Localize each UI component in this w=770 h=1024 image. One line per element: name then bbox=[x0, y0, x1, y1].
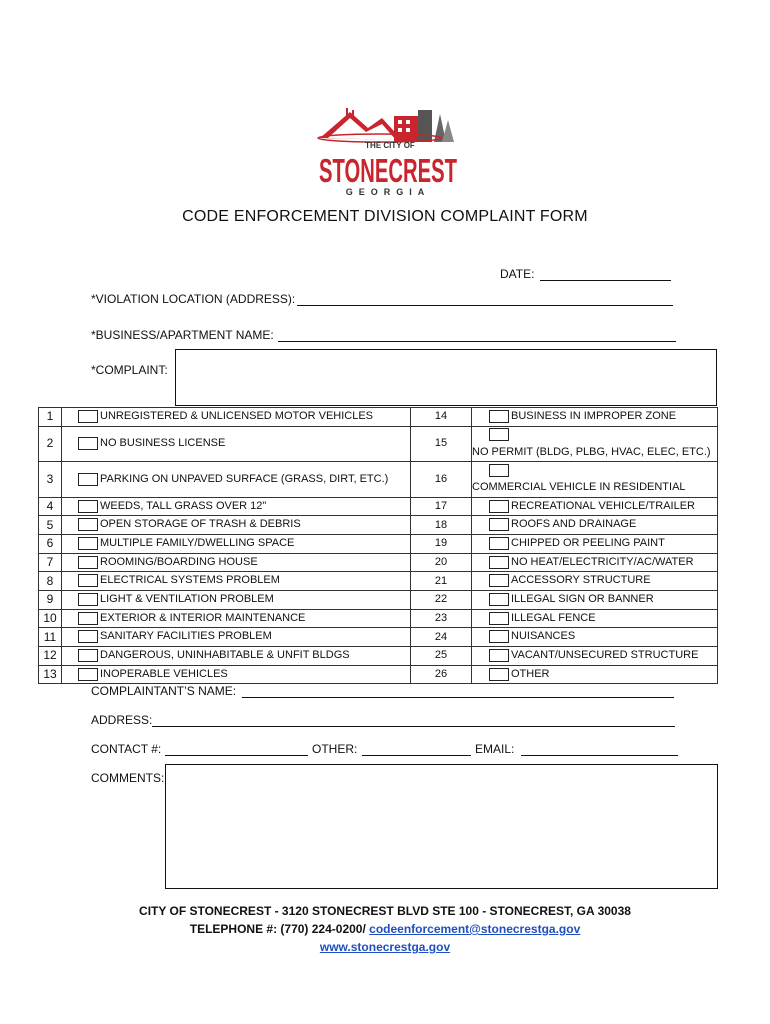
violation-label: ROOMING/BOARDING HOUSE bbox=[100, 555, 258, 568]
row-number: 17 bbox=[411, 497, 472, 516]
violation-label: RECREATIONAL VEHICLE/TRAILER bbox=[511, 499, 695, 512]
violation-checkbox[interactable] bbox=[78, 630, 98, 643]
row-number: 15 bbox=[411, 426, 472, 461]
violation-item bbox=[62, 665, 411, 684]
violation-checkbox[interactable] bbox=[78, 500, 98, 513]
violation-item bbox=[62, 516, 411, 535]
violation-label: COMMERCIAL VEHICLE IN RESIDENTIAL bbox=[472, 481, 686, 494]
row-number: 9 bbox=[39, 590, 62, 609]
address-field[interactable] bbox=[152, 726, 675, 727]
row-number: 19 bbox=[411, 534, 472, 553]
violation-item bbox=[472, 516, 718, 535]
violation-item bbox=[62, 553, 411, 572]
footer-website bbox=[0, 940, 770, 954]
violation-label: MULTIPLE FAMILY/DWELLING SPACE bbox=[100, 537, 295, 550]
violation-checkbox[interactable] bbox=[489, 612, 509, 625]
row-number: 20 bbox=[411, 553, 472, 572]
table-row bbox=[39, 462, 718, 497]
row-number: 8 bbox=[39, 572, 62, 591]
table-row bbox=[39, 628, 718, 647]
violation-checkbox[interactable] bbox=[489, 556, 509, 569]
email-field[interactable] bbox=[521, 755, 678, 756]
violation-item bbox=[62, 572, 411, 591]
footer-website-link[interactable]: www.stonecrestga.gov bbox=[319, 940, 451, 954]
violation-label: LIGHT & VENTILATION PROBLEM bbox=[100, 593, 274, 606]
violation-label: ELECTRICAL SYSTEMS PROBLEM bbox=[100, 574, 280, 587]
logo-line2: STONECREST bbox=[319, 152, 457, 189]
violation-checkbox[interactable] bbox=[78, 593, 98, 606]
violation-checkbox[interactable] bbox=[489, 649, 509, 662]
violation-item bbox=[472, 534, 718, 553]
row-number: 3 bbox=[39, 462, 62, 497]
violation-item bbox=[62, 590, 411, 609]
address-label: ADDRESS: bbox=[91, 713, 153, 727]
violation-item bbox=[62, 462, 411, 497]
violation-checkbox[interactable] bbox=[489, 630, 509, 643]
violation-item bbox=[62, 426, 411, 461]
violation-checkbox[interactable] bbox=[489, 410, 509, 423]
table-row bbox=[39, 516, 718, 535]
violation-item bbox=[472, 590, 718, 609]
violation-checkbox[interactable] bbox=[489, 518, 509, 531]
violation-item bbox=[472, 628, 718, 647]
violation-checkbox[interactable] bbox=[78, 473, 98, 486]
violation-label: ILLEGAL SIGN OR BANNER bbox=[511, 593, 654, 606]
footer-telephone bbox=[0, 922, 770, 936]
violation-label: VACANT/UNSECURED STRUCTURE bbox=[511, 649, 699, 662]
logo-line1: THE CITY OF bbox=[365, 141, 415, 150]
violation-label: DANGEROUS, UNINHABITABLE & UNFIT BLDGS bbox=[100, 649, 350, 662]
violation-label: NO BUSINESS LICENSE bbox=[100, 437, 226, 450]
violation-checkbox[interactable] bbox=[489, 428, 509, 441]
row-number: 12 bbox=[39, 647, 62, 666]
violation-label: EXTERIOR & INTERIOR MAINTENANCE bbox=[100, 611, 306, 624]
row-number: 22 bbox=[411, 590, 472, 609]
violation-label: OPEN STORAGE OF TRASH & DEBRIS bbox=[100, 518, 301, 531]
table-row bbox=[39, 590, 718, 609]
violation-item bbox=[472, 665, 718, 684]
violation-checkbox[interactable] bbox=[78, 518, 98, 531]
table-row bbox=[39, 534, 718, 553]
violation-checkbox[interactable] bbox=[78, 668, 98, 681]
row-number: 4 bbox=[39, 497, 62, 516]
row-number: 11 bbox=[39, 628, 62, 647]
violation-label: ILLEGAL FENCE bbox=[511, 611, 596, 624]
table-row bbox=[39, 665, 718, 684]
violation-item bbox=[62, 628, 411, 647]
row-number: 10 bbox=[39, 609, 62, 628]
violation-label: NO HEAT/ELECTRICITY/AC/WATER bbox=[511, 555, 694, 568]
violation-checkbox[interactable] bbox=[78, 437, 98, 450]
violation-item bbox=[472, 647, 718, 666]
violation-label: BUSINESS IN IMPROPER ZONE bbox=[511, 410, 677, 423]
business-field[interactable] bbox=[278, 341, 676, 342]
violation-label: NO PERMIT (BLDG, PLBG, HVAC, ELEC, ETC.) bbox=[472, 445, 711, 458]
row-number: 25 bbox=[411, 647, 472, 666]
table-row bbox=[39, 426, 718, 461]
violations-table bbox=[38, 407, 718, 684]
other-label: OTHER: bbox=[312, 742, 358, 756]
row-number: 23 bbox=[411, 609, 472, 628]
violation-item bbox=[62, 497, 411, 516]
comments-box[interactable] bbox=[165, 764, 718, 889]
violation-label: CHIPPED OR PEELING PAINT bbox=[511, 537, 665, 550]
violation-item bbox=[62, 647, 411, 666]
violation-checkbox[interactable] bbox=[489, 464, 509, 477]
location-field[interactable] bbox=[297, 305, 673, 306]
footer-email-link[interactable]: codeenforcement@stonecrestga.gov bbox=[369, 922, 581, 936]
violation-checkbox[interactable] bbox=[78, 574, 98, 587]
footer-tel-text: TELEPHONE #: (770) 224-0200/ bbox=[189, 922, 370, 936]
violation-label: NUISANCES bbox=[511, 630, 576, 643]
violation-checkbox[interactable] bbox=[78, 556, 98, 569]
email-label: EMAIL: bbox=[475, 742, 515, 756]
violation-checkbox[interactable] bbox=[78, 410, 98, 423]
table-row bbox=[39, 553, 718, 572]
other-field[interactable] bbox=[362, 755, 471, 756]
date-field[interactable] bbox=[540, 280, 671, 281]
footer-address: CITY OF STONECREST - 3120 STONECREST BLVD STE 100 - STONECREST, GA 30038 bbox=[139, 904, 631, 918]
row-number: 1 bbox=[39, 408, 62, 427]
violation-checkbox[interactable] bbox=[489, 574, 509, 587]
date-label: DATE: bbox=[500, 267, 535, 281]
violation-label: ACCESSORY STRUCTURE bbox=[511, 574, 651, 587]
violation-checkbox[interactable] bbox=[78, 612, 98, 625]
row-number: 14 bbox=[411, 408, 472, 427]
violation-checkbox[interactable] bbox=[78, 649, 98, 662]
location-label: *VIOLATION LOCATION (ADDRESS): bbox=[91, 292, 296, 306]
violation-label: UNREGISTERED & UNLICENSED MOTOR VEHICLES bbox=[100, 410, 374, 423]
comments-label: COMMENTS: bbox=[91, 771, 165, 785]
row-number: 13 bbox=[39, 665, 62, 684]
violation-label: OTHER bbox=[511, 667, 550, 680]
row-number: 26 bbox=[411, 665, 472, 684]
row-number: 18 bbox=[411, 516, 472, 535]
violation-label: WEEDS, TALL GRASS OVER 12" bbox=[100, 499, 267, 512]
table-row bbox=[39, 572, 718, 591]
logo-line3: GEORGIA bbox=[345, 187, 431, 197]
row-number: 24 bbox=[411, 628, 472, 647]
contact-field[interactable] bbox=[165, 755, 308, 756]
violation-checkbox[interactable] bbox=[489, 668, 509, 681]
violation-checkbox[interactable] bbox=[489, 500, 509, 513]
table-row bbox=[39, 609, 718, 628]
violation-item bbox=[472, 408, 718, 427]
table-row bbox=[39, 408, 718, 427]
city-logo-graphic bbox=[310, 100, 460, 200]
violation-label: SANITARY FACILITIES PROBLEM bbox=[100, 630, 272, 643]
violation-checkbox[interactable] bbox=[489, 593, 509, 606]
row-number: 2 bbox=[39, 426, 62, 461]
row-number: 16 bbox=[411, 462, 472, 497]
city-logo bbox=[310, 100, 460, 200]
complaint-label: *COMPLAINT: bbox=[91, 363, 168, 377]
violation-item bbox=[472, 572, 718, 591]
complaint-box[interactable] bbox=[175, 349, 717, 406]
violation-item bbox=[472, 497, 718, 516]
table-row bbox=[39, 497, 718, 516]
violation-item bbox=[472, 462, 718, 497]
violation-label: INOPERABLE VEHICLES bbox=[100, 667, 228, 680]
violation-item bbox=[62, 534, 411, 553]
table-row bbox=[39, 647, 718, 666]
row-number: 5 bbox=[39, 516, 62, 535]
complainant-label: COMPLAINTANT’S NAME: bbox=[91, 684, 237, 698]
contact-label: CONTACT #: bbox=[91, 742, 162, 756]
violation-item bbox=[62, 609, 411, 628]
row-number: 7 bbox=[39, 553, 62, 572]
business-label: *BUSINESS/APARTMENT NAME: bbox=[91, 328, 274, 342]
violation-item bbox=[472, 426, 718, 461]
violation-label: PARKING ON UNPAVED SURFACE (GRASS, DIRT, ETC.) bbox=[100, 472, 389, 485]
violation-item bbox=[472, 553, 718, 572]
violation-item bbox=[472, 609, 718, 628]
complainant-field[interactable] bbox=[242, 697, 674, 698]
form-title: CODE ENFORCEMENT DIVISION COMPLAINT FORM bbox=[182, 208, 588, 225]
violation-item bbox=[62, 408, 411, 427]
violation-checkbox[interactable] bbox=[78, 537, 98, 550]
violation-label: ROOFS AND DRAINAGE bbox=[511, 518, 637, 531]
row-number: 21 bbox=[411, 572, 472, 591]
row-number: 6 bbox=[39, 534, 62, 553]
violation-checkbox[interactable] bbox=[489, 537, 509, 550]
